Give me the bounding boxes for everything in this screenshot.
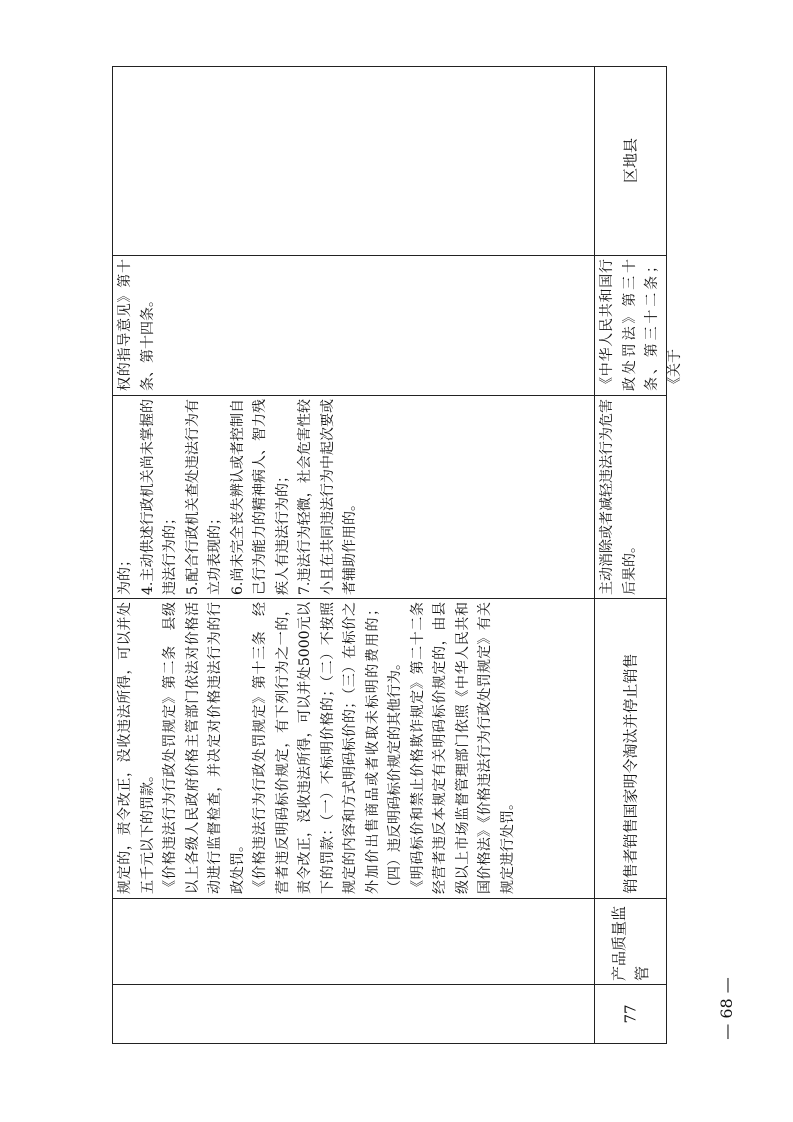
- page-number-wrap: [696, 976, 756, 1040]
- row-field: 产品质量监管: [609, 905, 651, 981]
- prev-basis-ref: 权的指导意见》第十条、第十四条。: [117, 259, 156, 391]
- row-conditions: 主动消除或者减轻违法行为危害后果的。: [598, 398, 637, 595]
- cell-row-conditions: [594, 395, 667, 598]
- page-number: — 68 —: [716, 976, 736, 1040]
- row-item: 销售者销售国家明令淘汰并停止销售: [621, 652, 639, 893]
- cell-row-number: [594, 984, 667, 1044]
- cell-prev-basis-ref: [112, 255, 594, 395]
- cell-row-scope: [594, 66, 667, 255]
- row-basis-ref: 《中华人民共和国行政处罚法》第三十条、第三十二条；《关于: [598, 259, 682, 391]
- row-number: 77: [621, 1004, 640, 1024]
- row-divider-1: [112, 898, 667, 899]
- cell-row-basis-ref: [594, 255, 682, 395]
- cell-row-legal-basis-overlay: [594, 598, 667, 898]
- cell-prev-empty: [112, 66, 594, 255]
- header-divider: [112, 984, 667, 985]
- cell-field: [594, 898, 667, 984]
- prev-conditions: 为的； 4.主动供述行政机关尚未掌握的违法行为的； 5.配合行政机关查处违法行为有立功表现的； 6.尚未完全丧失辨认或者控制自己行为能力的精神病人、智力残疾人有违法行为的； 7.违法行为轻微，社会危害性较小且在共同违法行为中起次要或者辅助作用的。: [117, 398, 358, 595]
- cell-prev-legal-basis: [112, 598, 594, 898]
- row-scope: 区地县: [621, 138, 639, 184]
- prev-legal-basis: 规定的，责令改正，没收违法所得，可以并处五千元以下的罚款。 《价格违法行为行政处罚规定》第二条 县级以上各级人民政府价格主管部门依法对价格活动进行监督检查，并决定对价格违法行为的行政处罚。 《价格违法行为行政处罚规定》第十三条 经营者违反明码标价规定，有下列行为之一的，责令改正，没收违法所得，可以并处5000元以下的罚款：（一）不标明价格的；（二）不按照规定的内容和方式明码标价的；（三）在标价之外加价出售商品或者收取未标明的费用的；（四）违反明码标价规定的其他行为。 《明码标价和禁止价格欺诈规定》第二十二条 经营者违反本规定有关明码标价规定的，由县级以上市场监督管理部门依照《中华人民共和国价格法》《价格违法行为行政处罚规定》有关规定进行处罚。: [117, 602, 516, 894]
- cell-prev-conditions: [112, 395, 594, 598]
